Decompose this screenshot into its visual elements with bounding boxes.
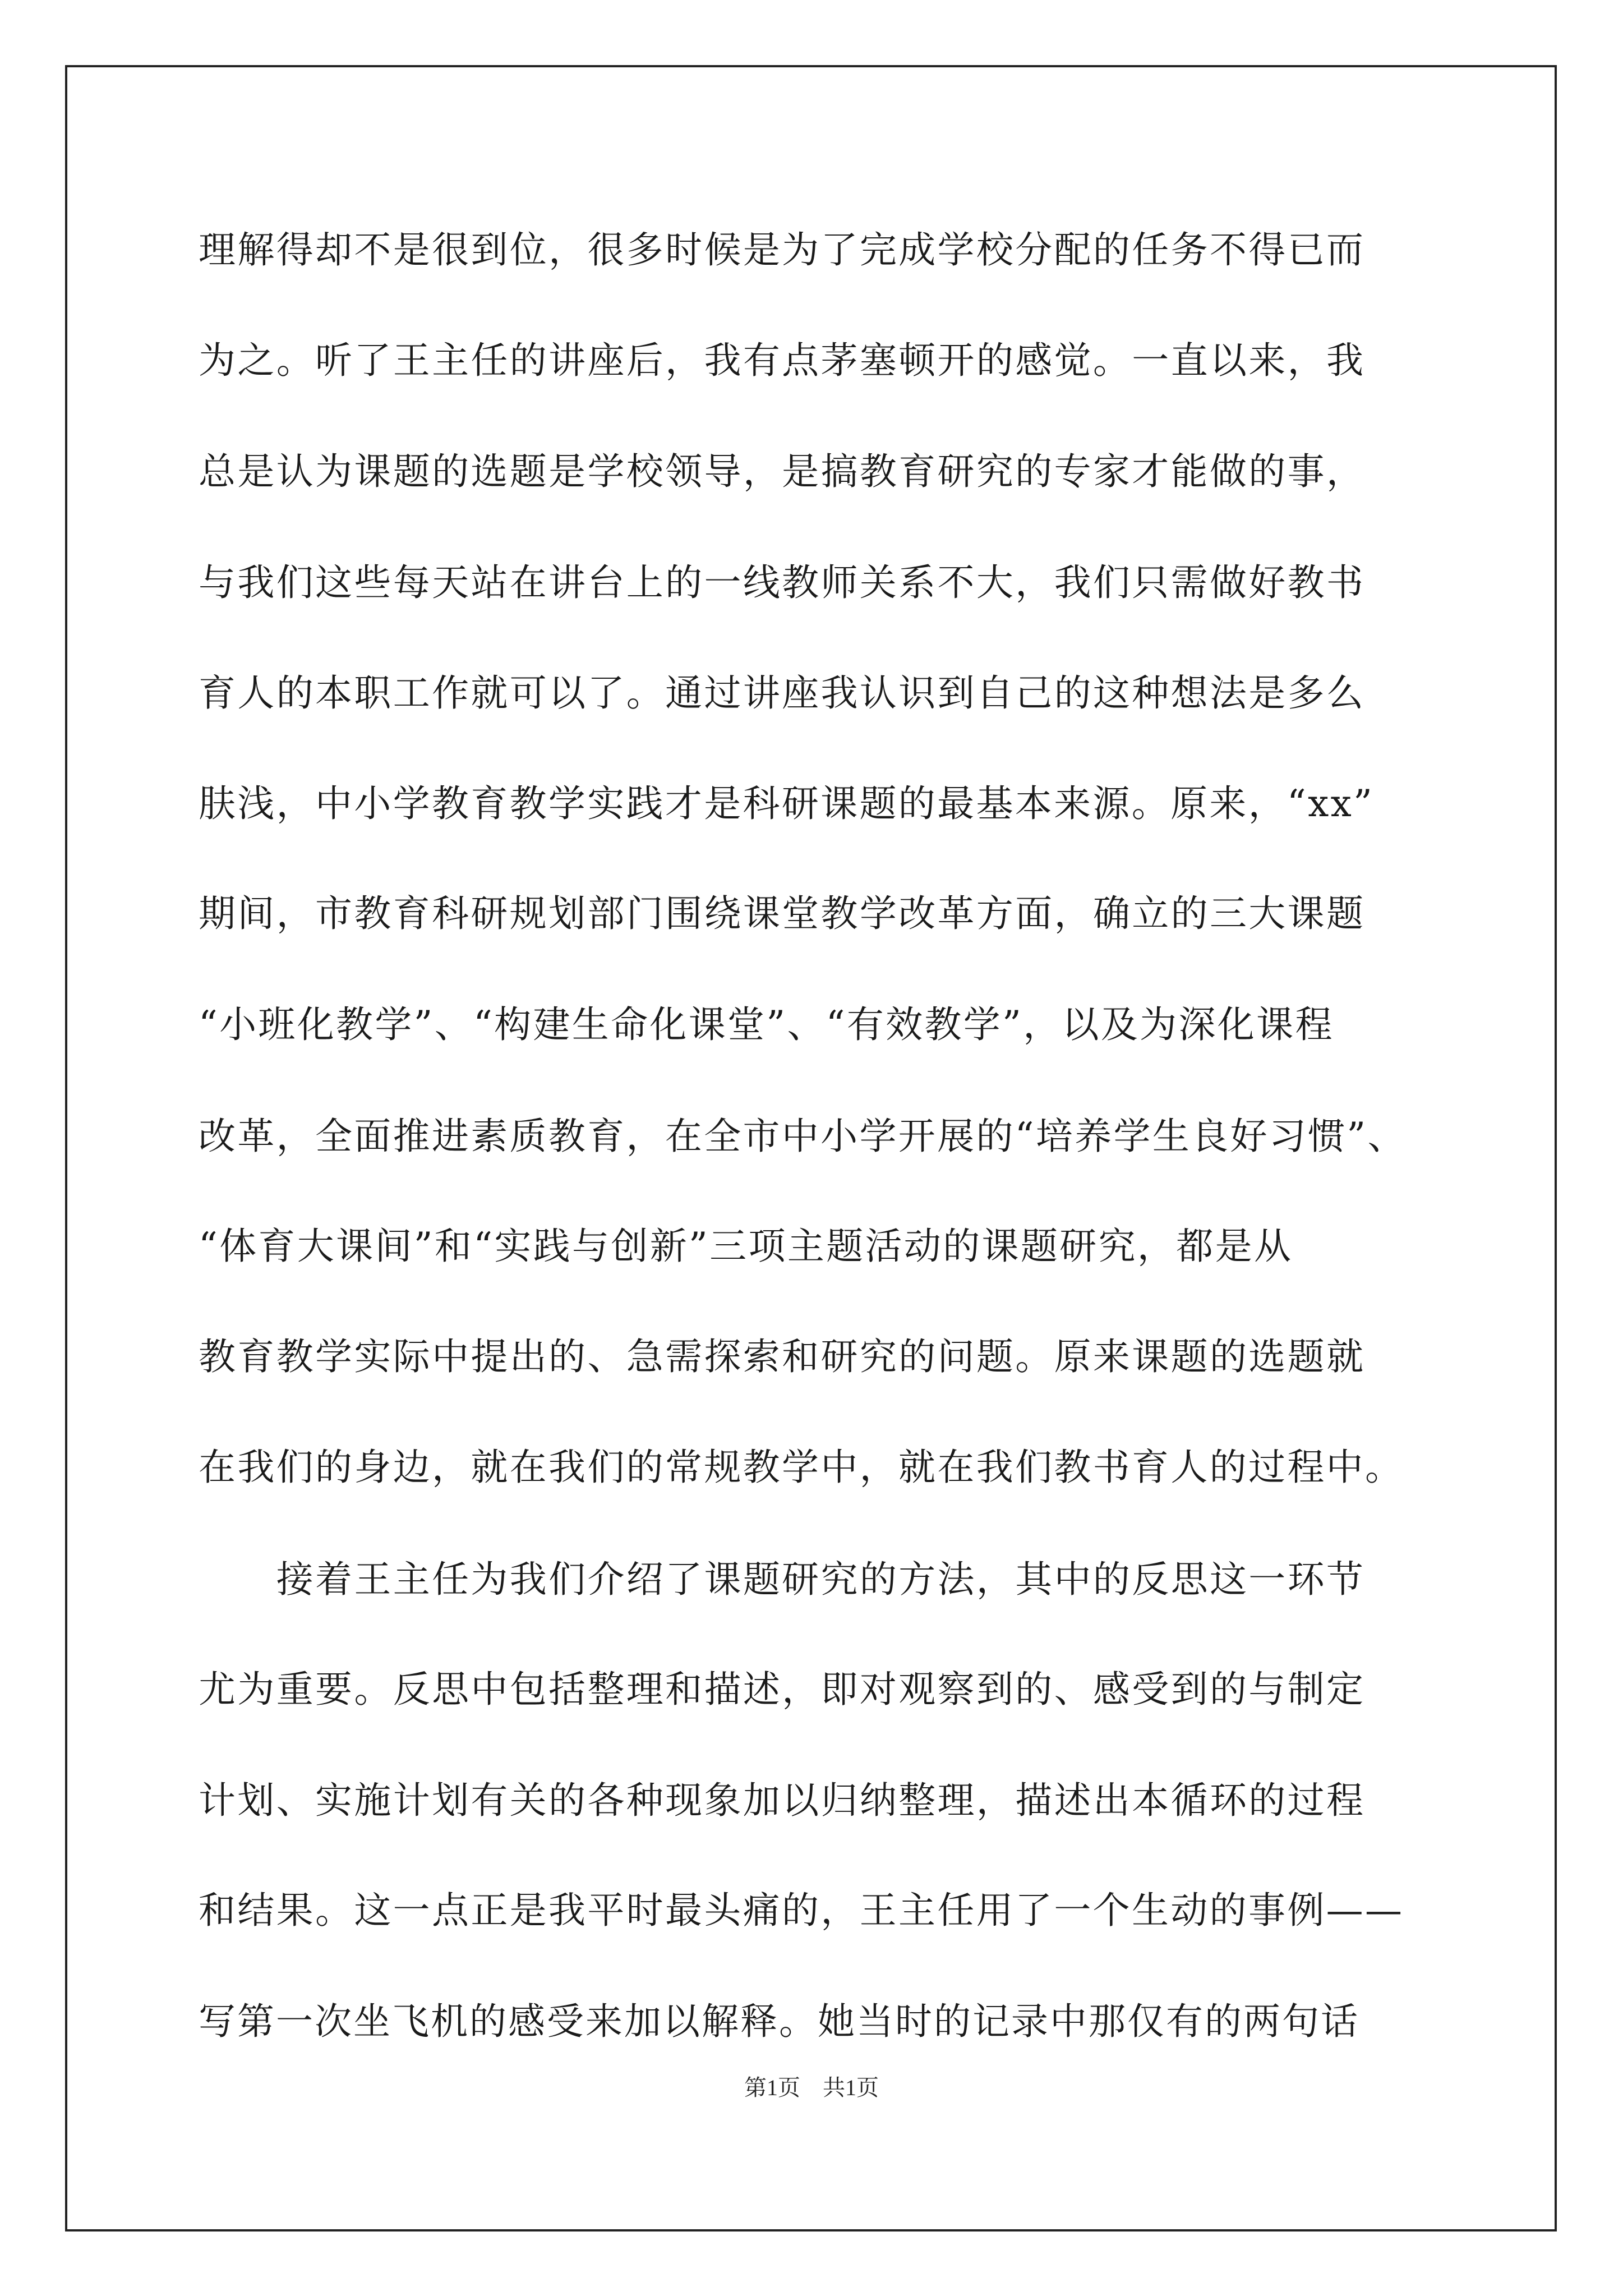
text-line: 与我们这些每天站在讲台上的一线教师关系不大，我们只需做好教书 — [199, 561, 1366, 604]
text-line: “体育大课间”和“实践与创新”三项主题活动的课题研究，都是从 — [199, 1225, 1293, 1268]
text-line: 尤为重要。反思中包括整理和描述，即对观察到的、感受到的与制定 — [199, 1668, 1366, 1711]
text-line: 计划、实施计划有关的各种现象加以归纳整理，描述出本循环的过程 — [199, 1779, 1366, 1822]
text-line: 和结果。这一点正是我平时最头痛的，王主任用了一个生动的事例—— — [199, 1889, 1404, 1932]
text-line: 肤浅，中小学教育教学实践才是科研课题的最基本来源。原来，“xx” — [199, 782, 1375, 825]
text-line: 接着王主任为我们介绍了课题研究的方法，其中的反思这一环节 — [199, 1558, 1366, 1601]
text-line: 教育教学实际中提出的、急需探索和研究的问题。原来课题的选题就 — [199, 1335, 1366, 1378]
text-line: 育人的本职工作就可以了。通过讲座我认识到自己的这种想法是多么 — [199, 671, 1366, 715]
text-line: 写第一次坐飞机的感受来加以解释。她当时的记录中那仅有的两句话 — [199, 2000, 1359, 2043]
text-line: 总是认为课题的选题是学校领导，是搞教育研究的专家才能做的事， — [199, 450, 1366, 493]
text-line: 期间，市教育科研规划部门围绕课堂教学改革方面，确立的三大课题 — [199, 892, 1366, 935]
text-line: 理解得却不是很到位，很多时候是为了完成学校分配的任务不得已而 — [199, 228, 1366, 272]
text-line: 在我们的身边，就在我们的常规教学中，就在我们教书育人的过程中。 — [199, 1446, 1404, 1489]
text-line: 改革，全面推进素质教育，在全市中小学开展的“培养学生良好习惯”、 — [199, 1115, 1407, 1158]
text-line: “小班化教学”、“构建生命化课堂”、“有效教学”，以及为深化课程 — [199, 1003, 1334, 1046]
page-footer: 第1页 共1页 — [744, 2075, 879, 2100]
text-line: 为之。听了王主任的讲座后，我有点茅塞顿开的感觉。一直以来，我 — [199, 339, 1366, 382]
